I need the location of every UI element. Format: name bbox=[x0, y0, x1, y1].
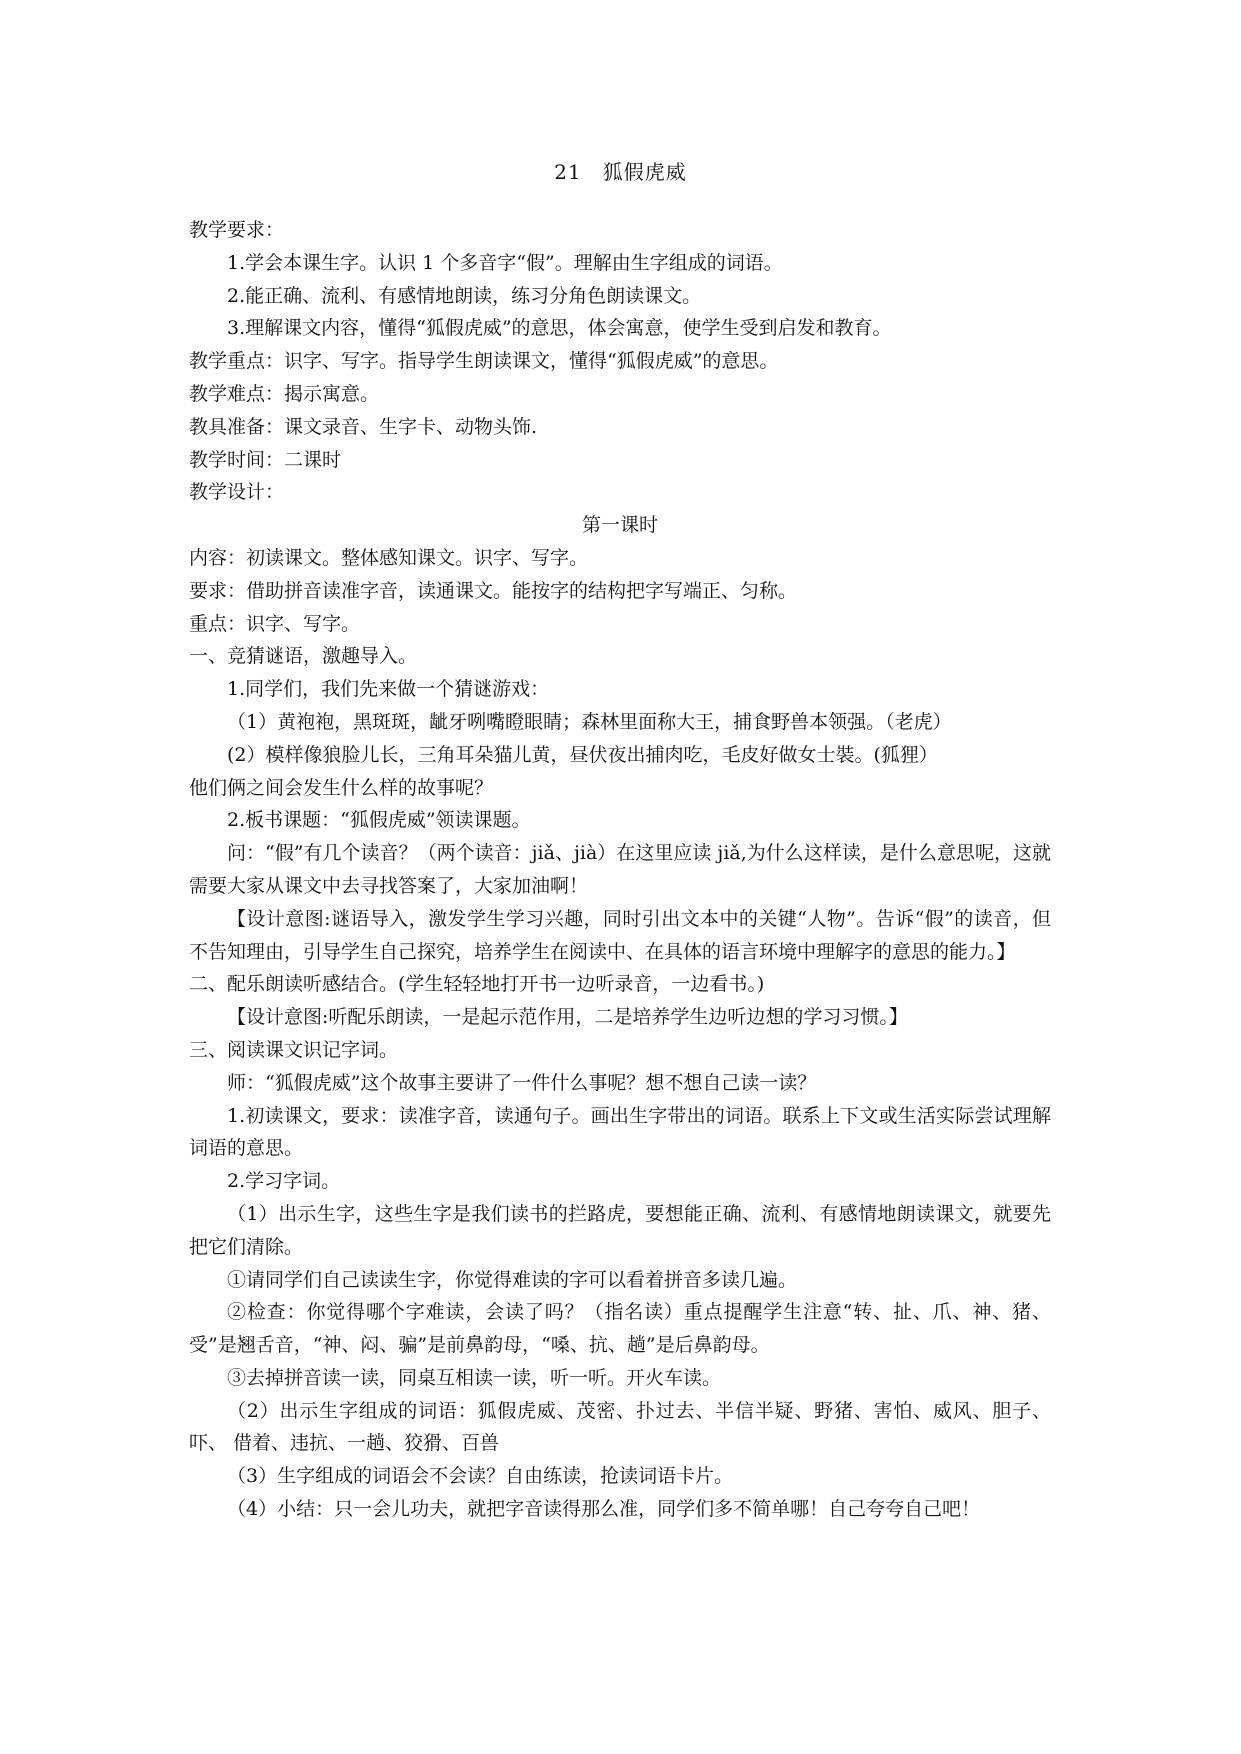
paragraph: 他们俩之间会发生什么样的故事呢？ bbox=[189, 776, 494, 799]
paragraph: 教具准备：课文录音、生字卡、动物头饰. bbox=[189, 415, 538, 438]
paragraph: 2.能正确、流利、有感情地朗读，练习分角色朗读课文。 bbox=[227, 284, 702, 307]
paragraph: 师：“狐假虎威”这个故事主要讲了一件什么事呢？想不想自己读一读？ bbox=[227, 1071, 817, 1094]
paragraph: （4）小结：只一会儿功夫，就把字音读得那么准，同学们多不简单哪！自己夸夸自己吧！ bbox=[227, 1498, 981, 1521]
paragraph: 二、配乐朗读听感结合。(学生轻轻地打开书一边听录音，一边看书。) bbox=[189, 973, 765, 996]
paragraph: 【设计意图:谜语导入，激发学生学习兴趣，同时引出文本中的关键“人物”。告诉“假”的读音，但不告知理由，引导学生自己探究，培养学生在阅读中、在具体的语言环境中理解字的意思的能力。】 bbox=[189, 907, 1051, 963]
paragraph: （3）生字组成的词语会不会读？自由练读，抢读词语卡片。 bbox=[227, 1465, 734, 1488]
paragraph: 要求：借助拼音读准字音，读通课文。能按字的结构把字写端正、匀称。 bbox=[189, 579, 798, 602]
paragraph: 重点：识字、写字。 bbox=[189, 612, 361, 635]
lesson-body bbox=[189, 214, 1051, 1526]
paragraph: ③去掉拼音读一读，同桌互相读一读，听一听。开火车读。 bbox=[227, 1366, 722, 1389]
paragraph: ①请同学们自己读读生字，你觉得难读的字可以看着拼音多读几遍。 bbox=[227, 1268, 798, 1291]
paragraph: 三、阅读课文识记字词。 bbox=[189, 1038, 399, 1061]
paragraph: 内容：初读课文。整体感知课文。识字、写字。 bbox=[189, 546, 589, 569]
paragraph: （1）黄袍袍，黑斑斑，龇牙咧嘴瞪眼睛；森林里面称大王，捕食野兽本领强。（老虎） bbox=[227, 710, 952, 733]
paragraph: 教学重点：识字、写字。指导学生朗读课文，懂得“狐假虎威”的意思。 bbox=[189, 350, 779, 373]
paragraph: 3.理解课文内容，懂得“狐假虎威”的意思，体会寓意，使学生受到启发和教育。 bbox=[227, 317, 892, 340]
paragraph: 1.初读课文，要求：读准字音，读通句子。画出生字带出的词语。联系上下文或生活实际尝试理解词语的意思。 bbox=[189, 1104, 1051, 1160]
paragraph: 1.同学们，我们先来做一个猜谜游戏： bbox=[227, 678, 550, 701]
paragraph: 问：“假”有几个读音？（两个读音：jiǎ、jià）在这里应读 jiǎ,为什么这样读，是什么意思呢，这就需要大家从课文中去寻找答案了，大家加油啊！ bbox=[189, 842, 1051, 897]
section-heading: 第一课时 bbox=[581, 514, 658, 537]
paragraph: ②检查：你觉得哪个字难读，会读了吗？（指名读）重点提醒学生注意“转、扯、爪、神、猪、受”是翘舌音，“神、闷、骗”是前鼻韵母，“嗓、抗、趟”是后鼻韵母。 bbox=[189, 1301, 1051, 1357]
paragraph: 【设计意图:听配乐朗读，一是起示范作用，二是培养学生边听边想的学习习惯。】 bbox=[227, 1006, 908, 1029]
paragraph: 2.板书课题：“狐假虎威”领读课题。 bbox=[227, 809, 531, 832]
paragraph: 教学难点：揭示寓意。 bbox=[189, 382, 380, 405]
paragraph: 1.学会本课生字。认识 1 个多音字“假”。理解由生字组成的词语。 bbox=[227, 251, 783, 274]
paragraph: （1）出示生字，这些生字是我们读书的拦路虎，要想能正确、流利、有感情地朗读课文，就要先把它们清除。 bbox=[189, 1202, 1051, 1258]
paragraph: 教学时间：二课时 bbox=[189, 448, 342, 471]
paragraph: (2）模样像狼脸儿长，三角耳朵猫儿黄，昼伏夜出捕肉吃，毛皮好做女士裝。(狐狸） bbox=[227, 743, 938, 766]
paragraph: 一、竞猜谜语，激趣导入。 bbox=[189, 645, 418, 668]
paragraph: 教学设计： bbox=[189, 481, 285, 504]
paragraph: （2）出示生字组成的词语：狐假虎威、茂密、扑过去、半信半疑、野猪、害怕、威风、胆子、 吓、 借着、违抗、一趟、狡猾、百兽 bbox=[189, 1399, 1051, 1455]
lesson-title: 21 狐假虎威 bbox=[554, 160, 687, 184]
paragraph: 2.学习字词。 bbox=[227, 1170, 341, 1193]
paragraph: 教学要求： bbox=[189, 219, 285, 241]
